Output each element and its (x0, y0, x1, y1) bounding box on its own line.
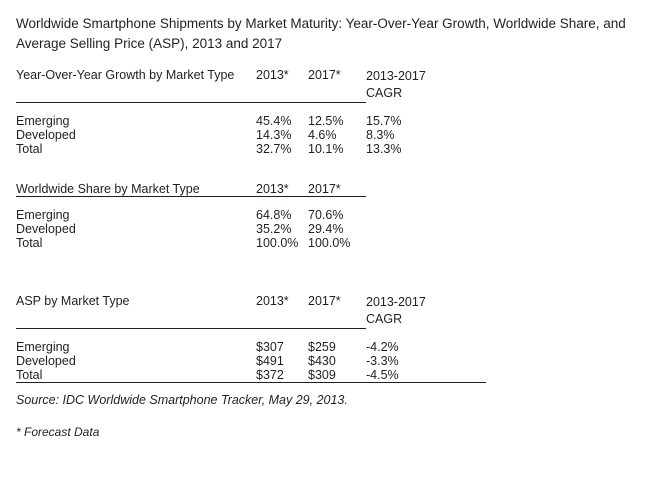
row-value-2013: 32.7% (256, 142, 292, 156)
column-header-cagr (366, 68, 486, 102)
row-value-2013: 35.2% (256, 222, 292, 236)
row-value-cagr: 13.3% (366, 142, 402, 156)
row-value-cagr (366, 222, 486, 236)
column-header-2013: 2013* (256, 182, 289, 196)
column-header-2017: 2017* (308, 182, 341, 196)
table-asp (16, 294, 486, 383)
table-row (16, 368, 486, 383)
column-header-cagr (366, 294, 486, 328)
table-worldwide-share (16, 182, 486, 250)
row-label: Total (16, 142, 43, 156)
row-value-2017: 70.6% (308, 208, 344, 222)
row-value-2013: $307 (256, 340, 284, 354)
row-value-cagr: -4.5% (366, 368, 486, 383)
row-value-2013: 100.0% (256, 236, 299, 250)
column-header-cagr-years: 2013-2017 (366, 295, 426, 309)
row-value-2013: $491 (256, 354, 284, 368)
row-value-2017: $430 (308, 354, 336, 368)
table-row (16, 329, 486, 355)
section-spacer (16, 156, 632, 182)
column-header-2013: 2013* (256, 294, 289, 308)
row-value-2013: 64.8% (256, 208, 292, 222)
column-header-cagr (366, 182, 486, 196)
table-row (16, 128, 486, 142)
column-header-2017: 2017* (308, 294, 341, 308)
page-title: Worldwide Smartphone Shipments by Market Maturity: Year-Over-Year Growth, Worldwide Share, and Average Selling Price (ASP), 2013 and 2017 (16, 16, 626, 51)
row-value-cagr (366, 197, 486, 223)
table-header-row (16, 294, 486, 328)
row-label: Developed (16, 222, 76, 236)
row-value-cagr (366, 236, 486, 250)
column-header-cagr-label: CAGR (366, 312, 403, 326)
row-label: Developed (16, 128, 76, 142)
table-row (16, 222, 486, 236)
row-value-2017: 12.5% (308, 114, 344, 128)
row-label: Total (16, 368, 256, 383)
table-header-row (16, 68, 486, 102)
table-header-row (16, 182, 486, 196)
row-value-2017: $259 (308, 340, 336, 354)
column-header-2017: 2017* (308, 68, 341, 82)
row-label: Emerging (16, 340, 70, 354)
table-row (16, 354, 486, 368)
footnote: * Forecast Data (16, 425, 100, 439)
row-value-cagr: 15.7% (366, 113, 402, 128)
row-value-2017: 4.6% (308, 128, 337, 142)
column-header-category: ASP by Market Type (16, 294, 130, 308)
section-spacer (16, 250, 632, 294)
row-value-cagr: -3.3% (366, 354, 399, 368)
row-label: Emerging (16, 114, 70, 128)
row-value-2017: 100.0% (308, 236, 351, 250)
row-value-2017: $309 (308, 368, 366, 383)
row-value-2017: 10.1% (308, 142, 344, 156)
row-value-2013: 45.4% (256, 114, 292, 128)
row-value-cagr: -4.2% (366, 339, 399, 354)
source-note: Source: IDC Worldwide Smartphone Tracker, May 29, 2013. (16, 393, 348, 407)
table-row (16, 142, 486, 156)
row-label: Emerging (16, 208, 70, 222)
row-value-2013: $372 (256, 368, 308, 383)
row-value-2017: 29.4% (308, 222, 344, 236)
row-label: Developed (16, 354, 76, 368)
column-header-category: Worldwide Share by Market Type (16, 182, 200, 196)
column-header-category: Year-Over-Year Growth by Market Type (16, 68, 235, 82)
table-yoy-growth (16, 68, 486, 156)
row-value-2013: 14.3% (256, 128, 292, 142)
row-label: Total (16, 236, 43, 250)
table-row (16, 197, 486, 223)
column-header-cagr-years: 2013-2017 (366, 69, 426, 83)
column-header-2013: 2013* (256, 68, 289, 82)
column-header-cagr-label: CAGR (366, 86, 403, 100)
table-row (16, 236, 486, 250)
table-row (16, 103, 486, 129)
row-value-cagr: 8.3% (366, 128, 395, 142)
